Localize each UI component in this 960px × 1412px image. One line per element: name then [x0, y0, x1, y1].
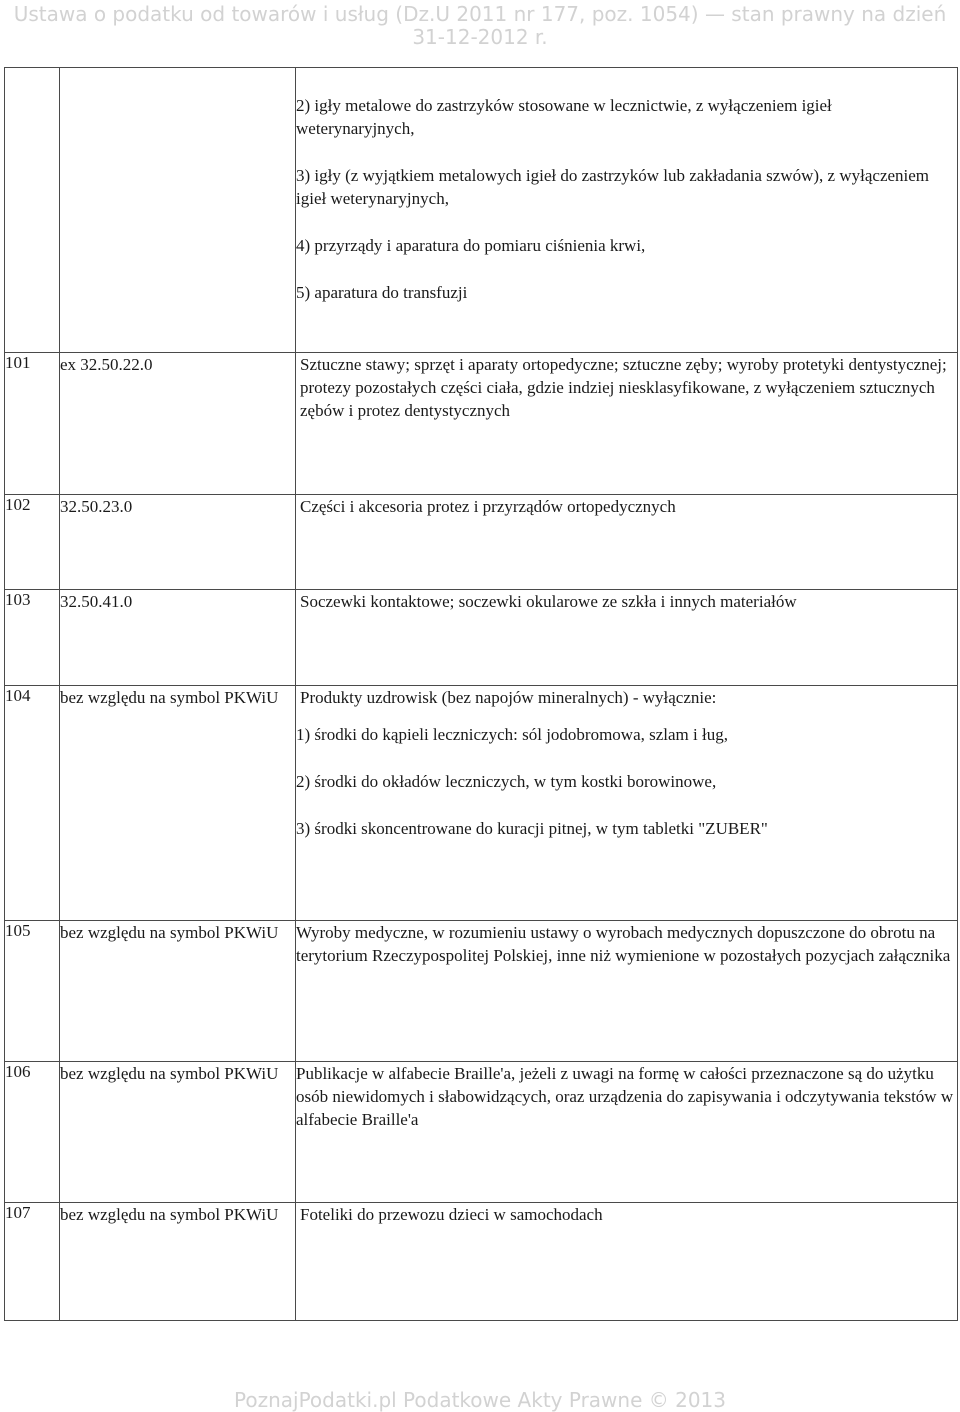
table-row	[5, 590, 958, 686]
table-cell-num: 101	[5, 353, 60, 495]
pkwiu-code: bez względu na symbol PKWiU	[60, 923, 279, 942]
table-cell-num: 102	[5, 495, 60, 590]
table-cell-desc	[296, 590, 958, 686]
pkwiu-code: 32.50.41.0	[60, 592, 133, 611]
pkwiu-code: ex 32.50.22.0	[60, 355, 153, 374]
pkwiu-code: bez względu na symbol PKWiU	[60, 1205, 279, 1224]
list-item: 3) środki skoncentrowane do kuracji pitnej, w tym tabletki "ZUBER"	[296, 819, 768, 838]
table-row	[5, 1203, 958, 1321]
table-cell-code	[60, 1062, 296, 1203]
description-text: Publikacje w alfabecie Braille'a, jeżeli z uwagi na formę w całości przeznaczone są do użytku osób niewidomych i słabowidzących, oraz urządzenia do zapisywania i odczytywania tekstów w alfabecie Braille'a	[296, 1064, 954, 1129]
page-header-date: 31-12-2012 r.	[412, 25, 548, 49]
pkwiu-code: 32.50.23.0	[60, 497, 133, 516]
table-cell-num: 107	[5, 1203, 60, 1321]
table-cell-code	[60, 68, 296, 353]
table-cell-num: 104	[5, 686, 60, 921]
description-text: Produkty uzdrowisk (bez napojów mineralnych) - wyłącznie:	[300, 688, 717, 707]
table-cell-num: 105	[5, 921, 60, 1062]
description-text: Soczewki kontaktowe; soczewki okularowe ze szkła i innych materiałów	[300, 592, 797, 611]
table-cell-num: 106	[5, 1062, 60, 1203]
list-item: 3) igły (z wyjątkiem metalowych igieł do zastrzyków lub zakładania szwów), z wyłączeniem igieł weterynaryjnych,	[296, 166, 930, 208]
list-item: 2) igły metalowe do zastrzyków stosowane w lecznictwie, z wyłączeniem igieł weterynaryjnych,	[296, 96, 832, 138]
table-cell-code	[60, 1203, 296, 1321]
table-cell-code	[60, 495, 296, 590]
table-row	[5, 686, 958, 921]
table-cell-desc	[296, 1203, 958, 1321]
table-row-continuation	[5, 68, 958, 353]
goods-table	[4, 67, 958, 1321]
description-text: Sztuczne stawy; sprzęt i aparaty ortopedyczne; sztuczne zęby; wyroby protetyki dentystycznej; protezy pozostałych części ciała, gdzie indziej niesklasyfikowane, z wyłączeniem sztucznych zębów i protez dentystycznych	[300, 355, 947, 420]
page-header-title: Ustawa o podatku od towarów i usług (Dz.U 2011 nr 177, poz. 1054) — stan prawny na dzień	[13, 2, 947, 26]
table-cell-desc	[296, 1062, 958, 1203]
list-item: 5) aparatura do transfuzji	[296, 283, 468, 302]
pkwiu-code: bez względu na symbol PKWiU	[60, 1064, 279, 1083]
table-cell-code	[60, 590, 296, 686]
list-item: 4) przyrządy i aparatura do pomiaru ciśnienia krwi,	[296, 236, 646, 255]
list-item: 2) środki do okładów leczniczych, w tym kostki borowinowe,	[296, 772, 717, 791]
table-cell-desc	[296, 353, 958, 495]
description-text: Foteliki do przewozu dzieci w samochodach	[300, 1205, 603, 1224]
table-cell-desc	[296, 495, 958, 590]
table-cell-desc	[296, 68, 958, 353]
table-cell-num: 103	[5, 590, 60, 686]
table-row	[5, 921, 958, 1062]
table-row	[5, 353, 958, 495]
table-cell-num	[5, 68, 60, 353]
pkwiu-code: bez względu na symbol PKWiU	[60, 688, 279, 707]
page-footer: PoznajPodatki.pl Podatkowe Akty Prawne © 2013	[234, 1388, 726, 1412]
table-cell-desc	[296, 686, 958, 921]
table-cell-code	[60, 353, 296, 495]
table-row	[5, 1062, 958, 1203]
description-text: Części i akcesoria protez i przyrządów ortopedycznych	[300, 497, 676, 516]
description-text: Wyroby medyczne, w rozumieniu ustawy o wyrobach medycznych dopuszczone do obrotu na terytorium Rzeczypospolitej Polskiej, inne niż wymienione w pozostałych pozycjach załącznika	[296, 923, 951, 965]
table-cell-code	[60, 686, 296, 921]
table-row	[5, 495, 958, 590]
table-cell-desc	[296, 921, 958, 1062]
list-item: 1) środki do kąpieli leczniczych: sól jodobromowa, szlam i ług,	[296, 725, 728, 744]
table-cell-code	[60, 921, 296, 1062]
